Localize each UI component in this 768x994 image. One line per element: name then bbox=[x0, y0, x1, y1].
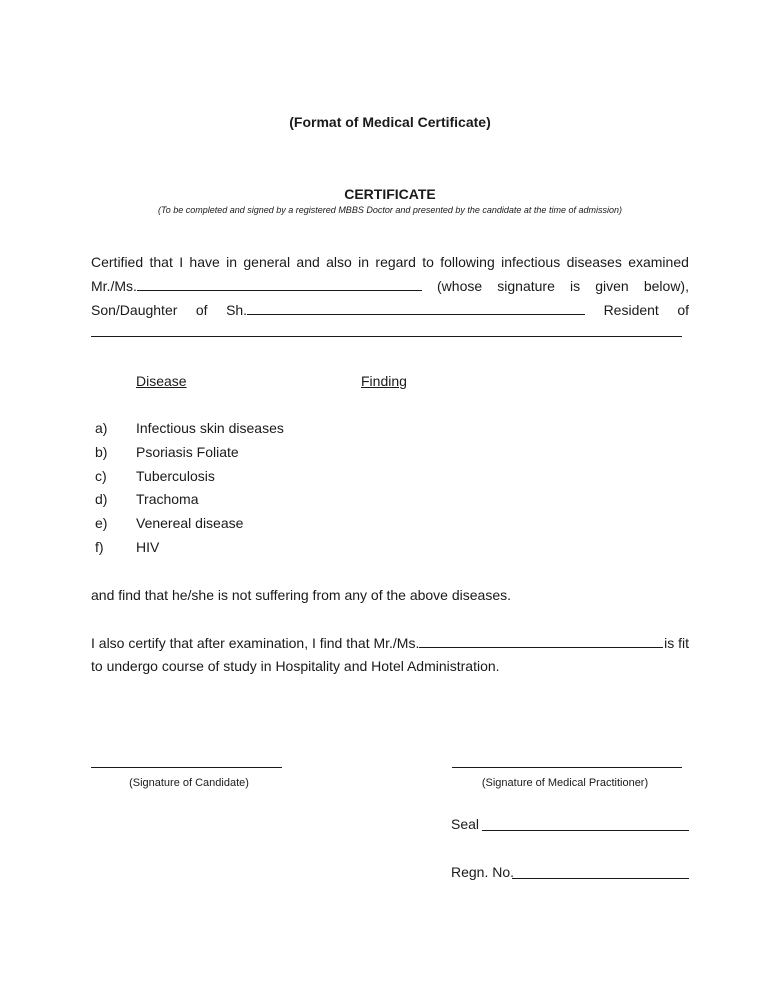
paragraph-word: and bbox=[296, 254, 320, 270]
paragraph-word: that bbox=[149, 254, 173, 270]
certify-suffix: is fit bbox=[664, 635, 689, 651]
practitioner-signature-label: (Signature of Medical Practitioner) bbox=[481, 777, 649, 789]
regn-no-label: Regn. No. bbox=[451, 864, 515, 880]
paragraph-word: I bbox=[179, 254, 184, 270]
certificate-instructions: (To be completed and signed by a registered MBBS Doctor and presented by the candidate at the time of admission) bbox=[158, 205, 622, 215]
father-name-group bbox=[226, 302, 585, 318]
finding-column-header: Finding bbox=[361, 373, 407, 389]
paragraph-word: in bbox=[358, 254, 370, 270]
disease-name: Venereal disease bbox=[136, 515, 244, 531]
format-title: (Format of Medical Certificate) bbox=[289, 114, 491, 130]
paragraph-line-1 bbox=[91, 254, 689, 270]
certify-line-1 bbox=[91, 635, 689, 651]
paragraph-word: also bbox=[326, 254, 352, 270]
certify-prefix: I also certify that after examination, I find that Mr./Ms. bbox=[91, 635, 420, 651]
paragraph-word: infectious bbox=[501, 254, 561, 270]
paragraph-word: Certified bbox=[91, 254, 144, 270]
disease-name: Trachoma bbox=[136, 491, 199, 507]
paragraph-line-2 bbox=[91, 278, 689, 294]
row-letter: c) bbox=[95, 468, 107, 484]
row-letter: a) bbox=[95, 420, 108, 436]
paragraph-word: to bbox=[422, 254, 434, 270]
certificate-heading: CERTIFICATE bbox=[344, 186, 436, 202]
paragraph-word: in bbox=[226, 254, 238, 270]
of-word: of bbox=[195, 302, 208, 318]
disease-column-header: Disease bbox=[136, 373, 187, 389]
statement-text: and find that he/she is not suffering from any of the above diseases. bbox=[91, 587, 512, 603]
disease-name: Psoriasis Foliate bbox=[136, 444, 239, 460]
row-letter: d) bbox=[95, 491, 108, 507]
paragraph-word: examined bbox=[628, 254, 689, 270]
resident-label: Resident bbox=[603, 302, 659, 318]
below-word: below), bbox=[643, 278, 689, 294]
paragraph-word: have bbox=[189, 254, 220, 270]
son-daughter-label: Son/Daughter bbox=[91, 302, 178, 318]
candidate-name-blank[interactable] bbox=[137, 279, 422, 291]
sh-label: Sh. bbox=[226, 302, 248, 318]
row-letter: e) bbox=[95, 515, 108, 531]
row-letter: b) bbox=[95, 444, 108, 460]
given-word: given bbox=[595, 278, 629, 294]
of-word-2: of bbox=[677, 302, 689, 318]
father-name-blank[interactable] bbox=[247, 303, 585, 315]
mr-ms-label: Mr./Ms. bbox=[91, 278, 137, 294]
certify-name-group bbox=[91, 635, 663, 651]
paragraph-word: general bbox=[243, 254, 291, 270]
candidate-signature-line[interactable] bbox=[91, 767, 282, 768]
paragraph-word: regard bbox=[375, 254, 416, 270]
is-word: is bbox=[570, 278, 581, 294]
practitioner-signature-line[interactable] bbox=[452, 767, 682, 768]
name-field-group bbox=[91, 278, 422, 294]
whose-word: (whose bbox=[437, 278, 483, 294]
paragraph-line-3 bbox=[91, 302, 689, 318]
disease-name: Tuberculosis bbox=[136, 468, 215, 484]
disease-name: HIV bbox=[136, 539, 160, 555]
address-blank[interactable] bbox=[91, 336, 682, 337]
certify-name-blank[interactable] bbox=[419, 636, 663, 648]
paragraph-word: following bbox=[440, 254, 495, 270]
row-letter: f) bbox=[95, 539, 104, 555]
seal-blank[interactable] bbox=[482, 830, 689, 831]
seal-label: Seal bbox=[451, 816, 480, 832]
paragraph-word: diseases bbox=[566, 254, 622, 270]
signature-word: signature bbox=[497, 278, 555, 294]
regn-no-blank[interactable] bbox=[512, 878, 689, 879]
disease-name: Infectious skin diseases bbox=[136, 420, 284, 436]
certify-line-2: to undergo course of study in Hospitality and Hotel Administration. bbox=[91, 658, 500, 674]
candidate-signature-label: (Signature of Candidate) bbox=[129, 777, 249, 789]
